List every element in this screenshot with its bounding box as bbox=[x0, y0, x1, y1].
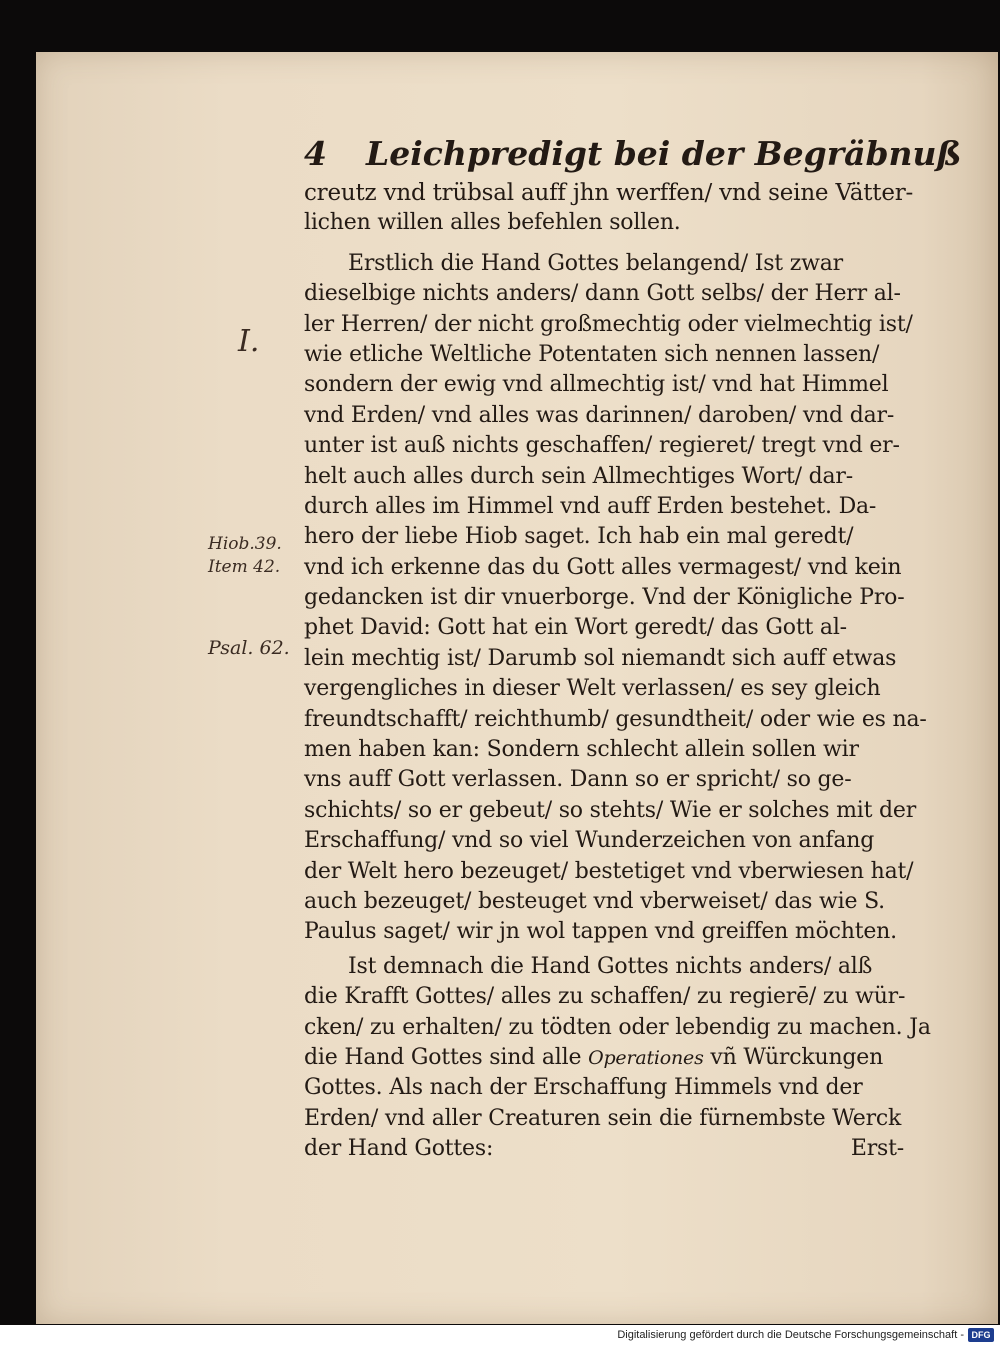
text-line: vnd ich erkenne das du Gott alles vermagest/ vnd kein bbox=[304, 554, 902, 580]
line-segment: die Hand Gottes sind alle bbox=[304, 1044, 589, 1070]
text-line: hero der liebe Hiob saget. Ich hab ein mal geredt/ bbox=[304, 524, 854, 550]
line-text: der Hand Gottes: bbox=[304, 1136, 494, 1162]
text-line: vns auff Gott verlassen. Dann so er spricht/ so ge- bbox=[304, 767, 852, 793]
page-number: 4 bbox=[304, 134, 327, 173]
text-line: auch bezeuget/ besteuget vnd vberweiset/ das wie S. bbox=[304, 888, 885, 914]
funding-credit: Digitalisierung gefördert durch die Deutsche Forschungsgemeinschaft - bbox=[617, 1329, 964, 1341]
text-line: Erden/ vnd aller Creaturen sein die fürnembste Werck bbox=[304, 1105, 902, 1131]
text-line: cken/ zu erhalten/ zu tödten oder lebendig zu machen. Ja bbox=[304, 1014, 931, 1040]
text-line: schichts/ so er gebeut/ so stehts/ Wie er solches mit der bbox=[304, 797, 917, 823]
text-line: vergengliches in dieser Welt verlassen/ es sey gleich bbox=[304, 676, 881, 702]
text-line: men haben kan: Sondern schlecht allein sollen wir bbox=[304, 737, 859, 763]
running-title: Leichpredigt bei der Begräbnuß bbox=[366, 134, 962, 173]
text-line: sondern der ewig vnd allmechtig ist/ vnd hat Himmel bbox=[304, 372, 889, 398]
footer-bar bbox=[0, 1325, 1000, 1346]
text-line: Erstlich die Hand Gottes belangend/ Ist zwar bbox=[348, 250, 843, 276]
text-line: Paulus saget/ wir jn wol tappen vnd greiffen möchten. bbox=[304, 919, 897, 945]
text-line: Erschaffung/ vnd so viel Wunderzeichen von anfang bbox=[304, 828, 875, 854]
job-reference-note: Hiob.39. bbox=[208, 534, 282, 554]
line-segment: vñ Würckungen bbox=[703, 1044, 884, 1070]
document-page bbox=[36, 52, 998, 1324]
text-line: helt auch alles durch sein Allmechtiges Wort/ dar- bbox=[304, 463, 853, 489]
text-line: creutz vnd trübsal auff jhn werffen/ vnd seine Vätter- bbox=[304, 180, 914, 206]
latin-term: Operationes bbox=[588, 1046, 704, 1069]
page-header bbox=[304, 132, 962, 180]
text-line: unter ist auß nichts geschaffen/ regieret/ tregt vnd er- bbox=[304, 433, 900, 459]
item-reference-note: Item 42. bbox=[208, 557, 281, 577]
text-line: gedancken ist dir vnuerborge. Vnd der Königliche Pro- bbox=[304, 585, 905, 611]
text-line: dieselbige nichts anders/ dann Gott selbs/ der Herr al- bbox=[304, 281, 901, 307]
psalm-reference-note: Psal. 62. bbox=[208, 637, 290, 659]
last-text-line bbox=[304, 1134, 904, 1164]
text-line: vnd Erden/ vnd alles was darinnen/ daroben/ vnd dar- bbox=[304, 402, 895, 428]
text-line: Gottes. Als nach der Erschaffung Himmels vnd der bbox=[304, 1075, 863, 1101]
text-line: freundtschafft/ reichthumb/ gesundtheit/ oder wie es na- bbox=[304, 706, 927, 732]
text-line: lein mechtig ist/ Darumb sol niemandt sich auff etwas bbox=[304, 645, 897, 671]
catchword: Erst- bbox=[850, 1136, 904, 1162]
text-line: phet David: Gott hat ein Wort geredt/ das Gott al- bbox=[304, 615, 847, 641]
text-line: ler Herren/ der nicht großmechtig oder vielmechtig ist/ bbox=[304, 311, 913, 337]
text-line: lichen willen alles befehlen sollen. bbox=[304, 210, 681, 236]
body-text bbox=[304, 178, 931, 1165]
text-line-latin bbox=[304, 1043, 904, 1073]
text-line: der Welt hero bezeuget/ bestetiget vnd vberwiesen hat/ bbox=[304, 858, 914, 884]
text-line: die Krafft Gottes/ alles zu schaffen/ zu regierē/ zu wür- bbox=[304, 984, 906, 1010]
text-line: wie etliche Weltliche Potentaten sich nennen lassen/ bbox=[304, 341, 880, 367]
section-number-note: I. bbox=[238, 324, 260, 359]
text-line: Ist demnach die Hand Gottes nichts anders/ alß bbox=[348, 953, 873, 979]
dfg-logo: DFG bbox=[968, 1328, 994, 1342]
text-line: durch alles im Himmel vnd auff Erden bestehet. Da- bbox=[304, 493, 877, 519]
